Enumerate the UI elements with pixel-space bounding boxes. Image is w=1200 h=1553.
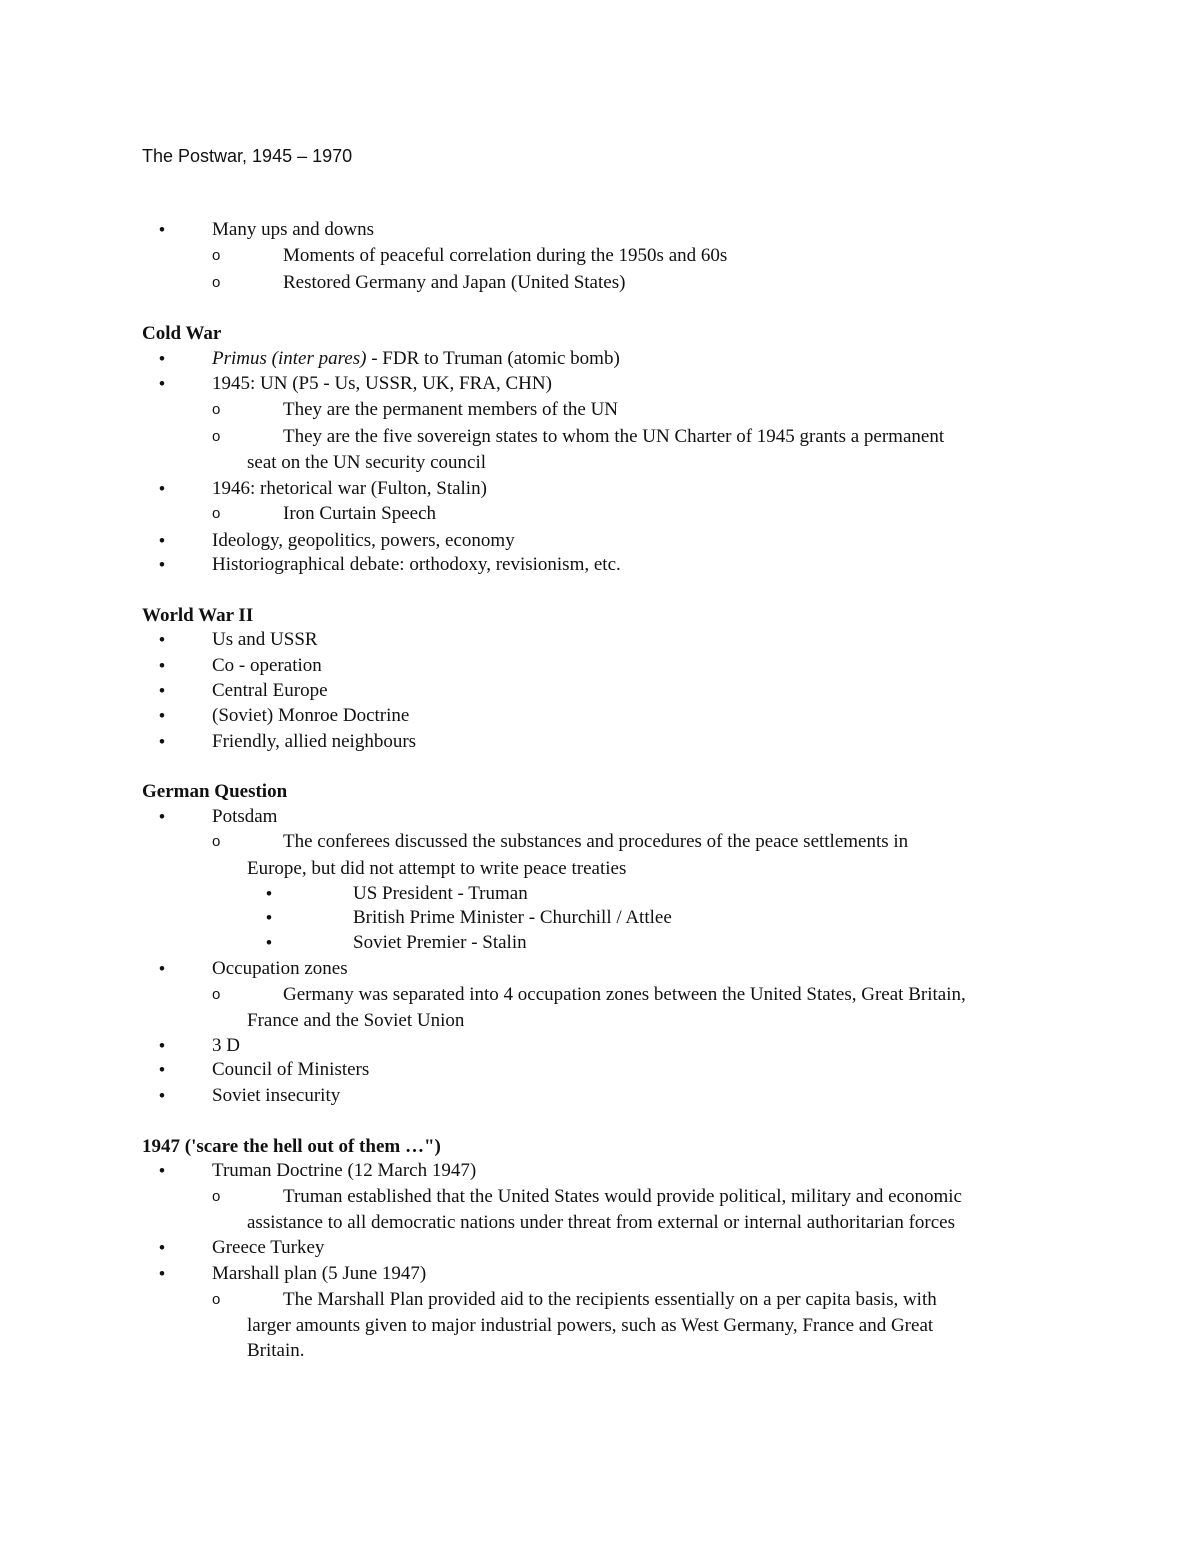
bullet-icon: • xyxy=(159,479,165,498)
sub-list-item: Germany was separated into 4 occupation zones between the United States, Great Britain, xyxy=(283,984,966,1005)
sub-list-item: They are the permanent members of the UN xyxy=(283,399,619,420)
list-item: Ideology, geopolitics, powers, economy xyxy=(212,530,515,551)
bullet-icon: • xyxy=(266,908,272,927)
circle-bullet-icon: o xyxy=(212,274,221,291)
sub-list-item: Truman established that the United States would provide political, military and economic xyxy=(283,1186,962,1207)
sub-list-item-continuation: larger amounts given to major industrial powers, such as West Germany, France and Great xyxy=(247,1315,934,1336)
bullet-icon: • xyxy=(159,1264,165,1283)
bullet-icon: • xyxy=(159,220,165,239)
section-heading-1947: 1947 ('scare the hell out of them …") xyxy=(142,1136,441,1157)
circle-bullet-icon: o xyxy=(212,833,221,850)
list-item: Soviet insecurity xyxy=(212,1085,341,1106)
bullet-icon: • xyxy=(159,732,165,751)
bullet-icon: • xyxy=(159,807,165,826)
bullet-icon: • xyxy=(159,374,165,393)
sub-list-item: The Marshall Plan provided aid to the recipients essentially on a per capita basis, with xyxy=(283,1289,937,1310)
list-item: (Soviet) Monroe Doctrine xyxy=(212,705,410,726)
circle-bullet-icon: o xyxy=(212,401,221,418)
bullet-icon: • xyxy=(159,1238,165,1257)
list-item: 1946: rhetorical war (Fulton, Stalin) xyxy=(212,478,487,499)
sub-sub-list-item: Soviet Premier - Stalin xyxy=(353,932,527,953)
list-item: Occupation zones xyxy=(212,958,348,979)
bullet-icon: • xyxy=(159,656,165,675)
bullet-icon: • xyxy=(159,630,165,649)
circle-bullet-icon: o xyxy=(212,505,221,522)
list-item: Potsdam xyxy=(212,806,278,827)
section-heading-world-war-ii: World War II xyxy=(142,605,254,626)
sub-list-item: They are the five sovereign states to whom the UN Charter of 1945 grants a permanent xyxy=(283,426,945,447)
sub-list-item: The conferees discussed the substances and procedures of the peace settlements in xyxy=(283,831,909,852)
circle-bullet-icon: o xyxy=(212,1188,221,1205)
italic-term: Primus (inter pares) xyxy=(212,348,367,369)
sub-list-item-continuation: Europe, but did not attempt to write peace treaties xyxy=(247,858,627,879)
list-item xyxy=(212,346,620,372)
sub-list-item-continuation: Britain. xyxy=(247,1340,305,1361)
bullet-icon: • xyxy=(159,555,165,574)
list-item: 1945: UN (P5 - Us, USSR, UK, FRA, CHN) xyxy=(212,373,552,394)
bullet-icon: • xyxy=(266,884,272,903)
list-item: Central Europe xyxy=(212,680,328,701)
bullet-icon: • xyxy=(159,349,165,368)
bullet-icon: • xyxy=(159,1036,165,1055)
list-item-text: - FDR to Truman (atomic bomb) xyxy=(366,348,620,369)
sub-sub-list-item: British Prime Minister - Churchill / Attlee xyxy=(353,907,672,928)
sub-list-item-continuation: assistance to all democratic nations under threat from external or internal authoritarian forces xyxy=(247,1212,955,1233)
list-item: Greece Turkey xyxy=(212,1237,325,1258)
list-item: Truman Doctrine (12 March 1947) xyxy=(212,1160,477,1181)
section-heading-cold-war: Cold War xyxy=(142,323,222,344)
list-item: Marshall plan (5 June 1947) xyxy=(212,1263,427,1284)
bullet-icon: • xyxy=(266,933,272,952)
bullet-icon: • xyxy=(159,681,165,700)
sub-list-item: Restored Germany and Japan (United States) xyxy=(283,272,626,293)
bullet-icon: • xyxy=(159,1060,165,1079)
section-heading-german-question: German Question xyxy=(142,781,288,802)
list-item: Council of Ministers xyxy=(212,1059,370,1080)
circle-bullet-icon: o xyxy=(212,1291,221,1308)
list-item: Co - operation xyxy=(212,655,322,676)
sub-sub-list-item: US President - Truman xyxy=(353,883,528,904)
list-item: Many ups and downs xyxy=(212,219,375,240)
bullet-icon: • xyxy=(159,1161,165,1180)
bullet-icon: • xyxy=(159,706,165,725)
bullet-icon: • xyxy=(159,959,165,978)
list-item: Historiographical debate: orthodoxy, revisionism, etc. xyxy=(212,554,621,575)
bullet-icon: • xyxy=(159,531,165,550)
sub-list-item-continuation: France and the Soviet Union xyxy=(247,1010,465,1031)
circle-bullet-icon: o xyxy=(212,428,221,445)
page-title: The Postwar, 1945 – 1970 xyxy=(142,146,353,166)
list-item: Us and USSR xyxy=(212,629,318,650)
sub-list-item-continuation: seat on the UN security council xyxy=(247,452,487,473)
sub-list-item: Moments of peaceful correlation during the 1950s and 60s xyxy=(283,245,728,266)
bullet-icon: • xyxy=(159,1086,165,1105)
circle-bullet-icon: o xyxy=(212,247,221,264)
list-item: Friendly, allied neighbours xyxy=(212,731,417,752)
sub-list-item: Iron Curtain Speech xyxy=(283,503,437,524)
list-item: 3 D xyxy=(212,1035,240,1056)
circle-bullet-icon: o xyxy=(212,986,221,1003)
